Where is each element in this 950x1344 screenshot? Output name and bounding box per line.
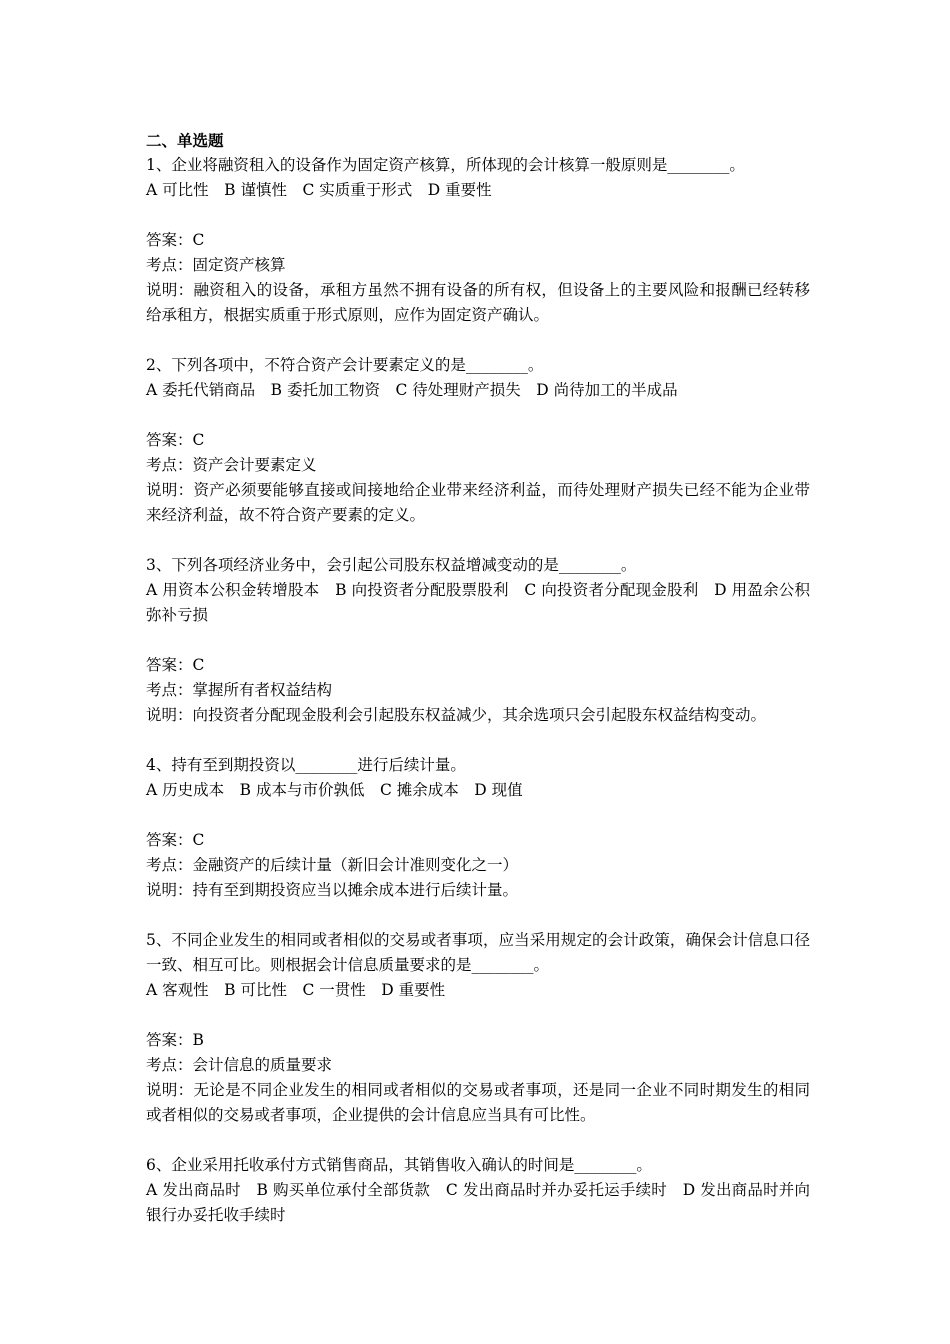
question-2 [146, 353, 810, 553]
answer: 答案：C [146, 431, 205, 449]
answer: 答案：C [146, 656, 205, 674]
spacer [146, 1128, 810, 1153]
section-title: 二、单选题 [146, 131, 224, 150]
question-options: A 历史成本 B 成本与市价孰低 C 摊余成本 D 现值 [146, 781, 523, 799]
key-point: 考点：资产会计要素定义 [146, 456, 317, 474]
spacer [146, 628, 810, 653]
key-point: 考点：金融资产的后续计量（新旧会计准则变化之一） [146, 856, 519, 874]
explanation: 说明：持有至到期投资应当以摊余成本进行后续计量。 [146, 881, 519, 899]
spacer [146, 803, 810, 828]
explanation: 说明：无论是不同企业发生的相同或者相似的交易或者事项，还是同一企业不同时期发生的相同或者相似的交易或者事项，企业提供的会计信息应当具有可比性。 [146, 1081, 810, 1124]
answer: 答案：C [146, 831, 205, 849]
spacer [146, 903, 810, 928]
explanation: 说明：资产必须要能够直接或间接地给企业带来经济利益，而待处理财产损失已经不能为企业带来经济利益，故不符合资产要素的定义。 [146, 481, 810, 524]
key-point: 考点：掌握所有者权益结构 [146, 681, 333, 699]
question-1 [146, 153, 810, 353]
answer: 答案：C [146, 231, 205, 249]
question-5 [146, 928, 810, 1153]
question-options: A 可比性 B 谨慎性 C 实质重于形式 D 重要性 [146, 181, 492, 199]
question-stem: 5、不同企业发生的相同或者相似的交易或者事项，应当采用规定的会计政策，确保会计信息口径一致、相互可比。则根据会计信息质量要求的是________。 [146, 931, 810, 974]
document-page [146, 128, 810, 1228]
spacer [146, 328, 810, 353]
spacer [146, 203, 810, 228]
question-options: A 客观性 B 可比性 C 一贯性 D 重要性 [146, 981, 446, 999]
question-stem: 3、下列各项经济业务中，会引起公司股东权益增减变动的是________。 [146, 556, 637, 574]
explanation: 说明：融资租入的设备，承租方虽然不拥有设备的所有权，但设备上的主要风险和报酬已经转移给承租方，根据实质重于形式原则，应作为固定资产确认。 [146, 281, 810, 324]
key-point: 考点：固定资产核算 [146, 256, 286, 274]
question-stem: 6、企业采用托收承付方式销售商品，其销售收入确认的时间是________。 [146, 1156, 652, 1174]
explanation: 说明：向投资者分配现金股利会引起股东权益减少，其余选项只会引起股东权益结构变动。 [146, 706, 767, 724]
question-options: A 委托代销商品 B 委托加工物资 C 待处理财产损失 D 尚待加工的半成品 [146, 381, 678, 399]
question-stem: 1、企业将融资租入的设备作为固定资产核算，所体现的会计核算一般原则是________。 [146, 156, 745, 174]
question-6 [146, 1153, 810, 1228]
question-4 [146, 753, 810, 928]
spacer [146, 528, 810, 553]
spacer [146, 1003, 810, 1028]
question-3 [146, 553, 810, 753]
key-point: 考点：会计信息的质量要求 [146, 1056, 333, 1074]
spacer [146, 728, 810, 753]
question-options: A 用资本公积金转增股本 B 向投资者分配股票股利 C 向投资者分配现金股利 D 用盈余公积弥补亏损 [146, 581, 810, 624]
spacer [146, 403, 810, 428]
question-stem: 4、持有至到期投资以________进行后续计量。 [146, 756, 466, 774]
question-stem: 2、下列各项中，不符合资产会计要素定义的是________。 [146, 356, 544, 374]
answer: 答案：B [146, 1031, 204, 1049]
question-options: A 发出商品时 B 购买单位承付全部货款 C 发出商品时并办妥托运手续时 D 发出商品时并向银行办妥托收手续时 [146, 1181, 810, 1224]
